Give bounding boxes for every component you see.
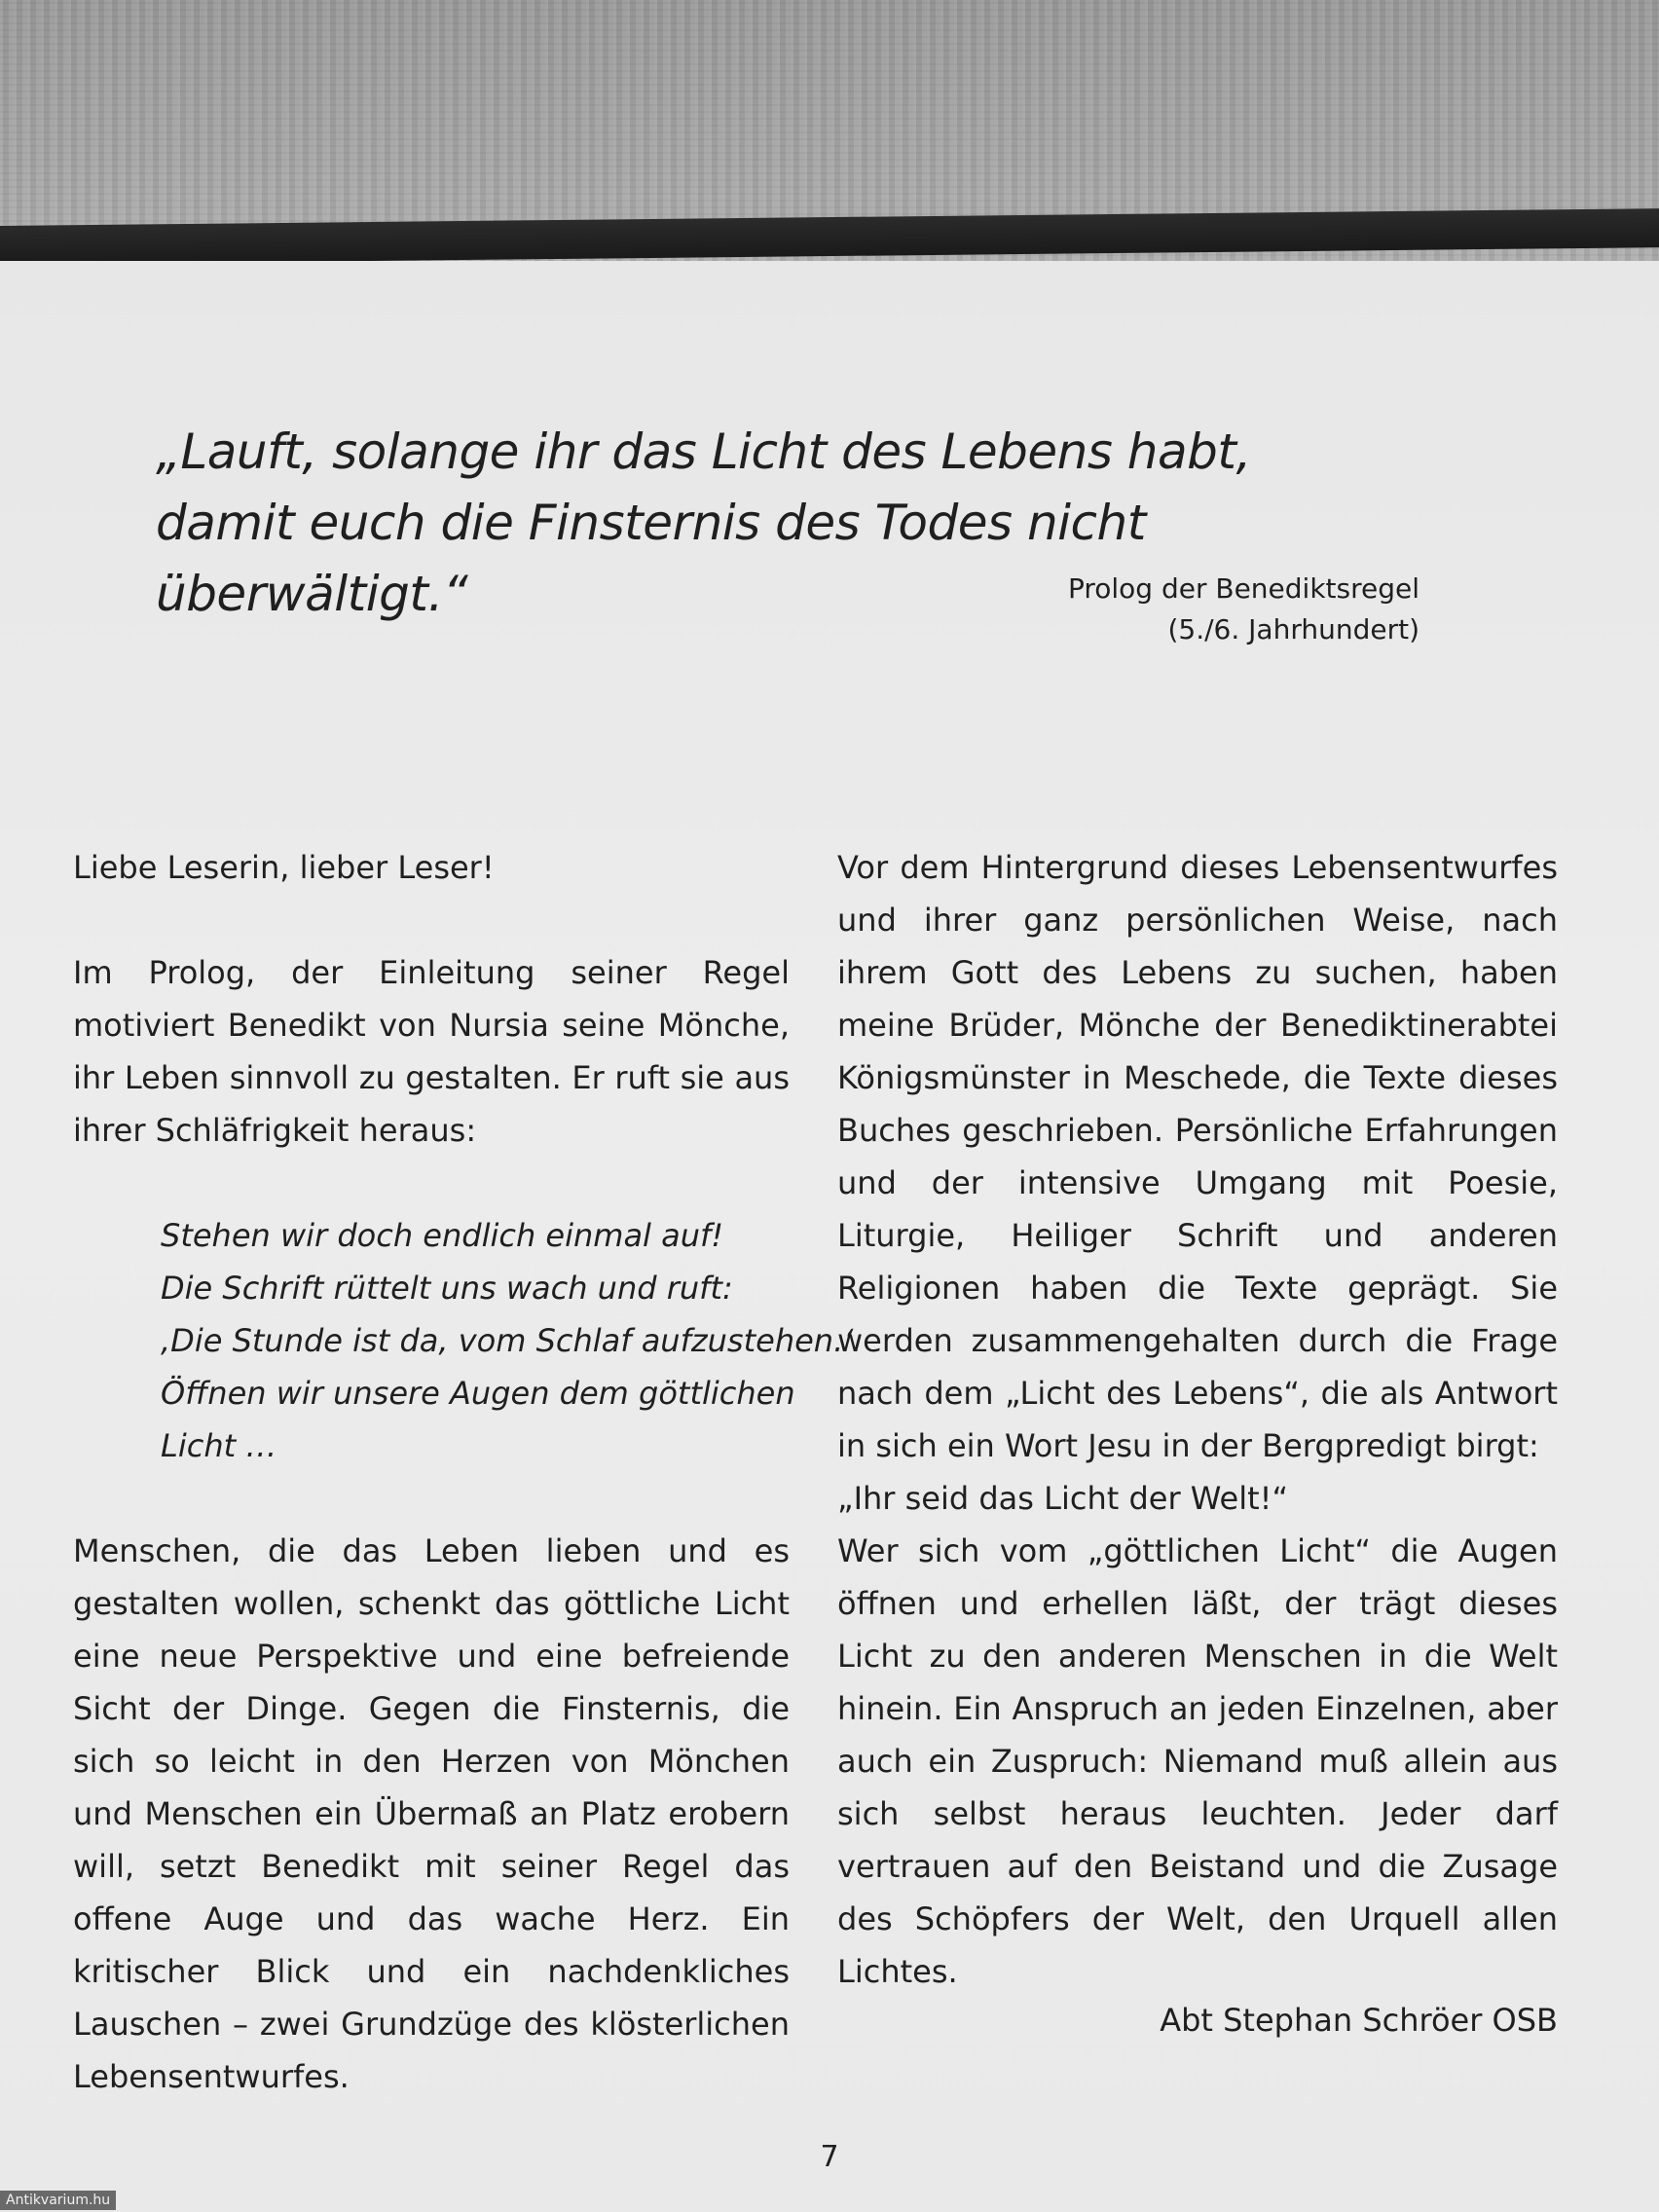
page-number: 7 [820, 2140, 839, 2174]
right-paragraph-2: Wer sich vom „göttlichen Licht“ die Augen öffnen und erhellen läßt, der trägt dieses Licht zu den anderen Menschen in die Welt hinein. Ein Anspruch an jeden Einzelnen, aber auch ein Zuspruch: Niemand muß allein aus sich selbst heraus leuchten. Jeder darf vertrauen auf den Beistand und die Zusage des Schöpfers der Welt, den Urquell allen Lichtes. [837, 1532, 1558, 1990]
left-paragraph-2: Menschen, die das Leben lieben und es gestalten wollen, schenkt das göttliche Licht eine neue Perspektive und eine befreiende Sicht der Dinge. Gegen die Finsternis, die sich so leicht in den Herzen von Mönchen und Menschen ein Übermaß an Platz erobern will, setzt Benedikt mit seiner Regel das offene Auge und das wache Herz. Ein kritischer Blick und ein nachdenkliches Lauschen – zwei Grundzüge des klösterlichen Lebensentwurfes. [73, 1532, 790, 2095]
jesus-quote: „Ihr seid das Licht der Welt!“ [837, 1480, 1289, 1517]
epigraph-line-2: damit euch die Finsternis des Todes nicht überwältigt.“ [156, 495, 1146, 622]
rule-quote-line-1: Stehen wir doch endlich einmal auf! [161, 1217, 724, 1254]
left-column [73, 841, 854, 2103]
right-column [837, 841, 1558, 1998]
salutation: Liebe Leserin, lieber Leser! [73, 849, 495, 886]
rule-quote [161, 1209, 854, 1472]
rule-quote-line-3: ‚Die Stunde ist da, vom Schlaf aufzustehen.‘ [161, 1322, 854, 1359]
signature: Abt Stephan Schröer OSB [1160, 2002, 1558, 2039]
epigraph-line-1: „Lauft, solange ihr das Licht des Lebens habt, [156, 424, 1251, 480]
left-paragraph-1: Im Prolog, der Einleitung seiner Regel motiviert Benedikt von Nursia seine Mönche, ihr Leben sinnvoll zu gestalten. Er ruft sie aus ihrer Schläfrigkeit heraus: [73, 954, 790, 1149]
rule-quote-line-2: Die Schrift rüttelt uns wach und ruft: [161, 1270, 733, 1307]
source-line-1: Prolog der Benediktsregel [1067, 572, 1419, 605]
epigraph-source [1068, 569, 1419, 650]
rule-quote-line-5: Licht … [161, 1427, 277, 1464]
watermark: Antikvarium.hu [0, 2191, 116, 2210]
rule-quote-line-4: Öffnen wir unsere Augen dem göttlichen [161, 1375, 795, 1412]
right-paragraph-1: Vor dem Hintergrund dieses Lebensentwurfes und ihrer ganz persönlichen Weise, nach ihrem Gott des Lebens zu suchen, haben meine Brüder, Mönche der Benediktinerabtei Königsmünster in Meschede, die Texte dieses Buches geschrieben. Persönliche Erfahrungen und der intensive Umgang mit Poesie, Liturgie, Heiliger Schrift und anderen Religionen haben die Texte geprägt. Sie werden zusammengehalten durch die Frage nach dem „Licht des Lebens“, die als Antwort in sich ein Wort Jesu in der Bergpredigt birgt: [837, 849, 1558, 1464]
source-line-2: (5./6. Jahrhundert) [1167, 613, 1419, 645]
book-page [0, 261, 1659, 2212]
